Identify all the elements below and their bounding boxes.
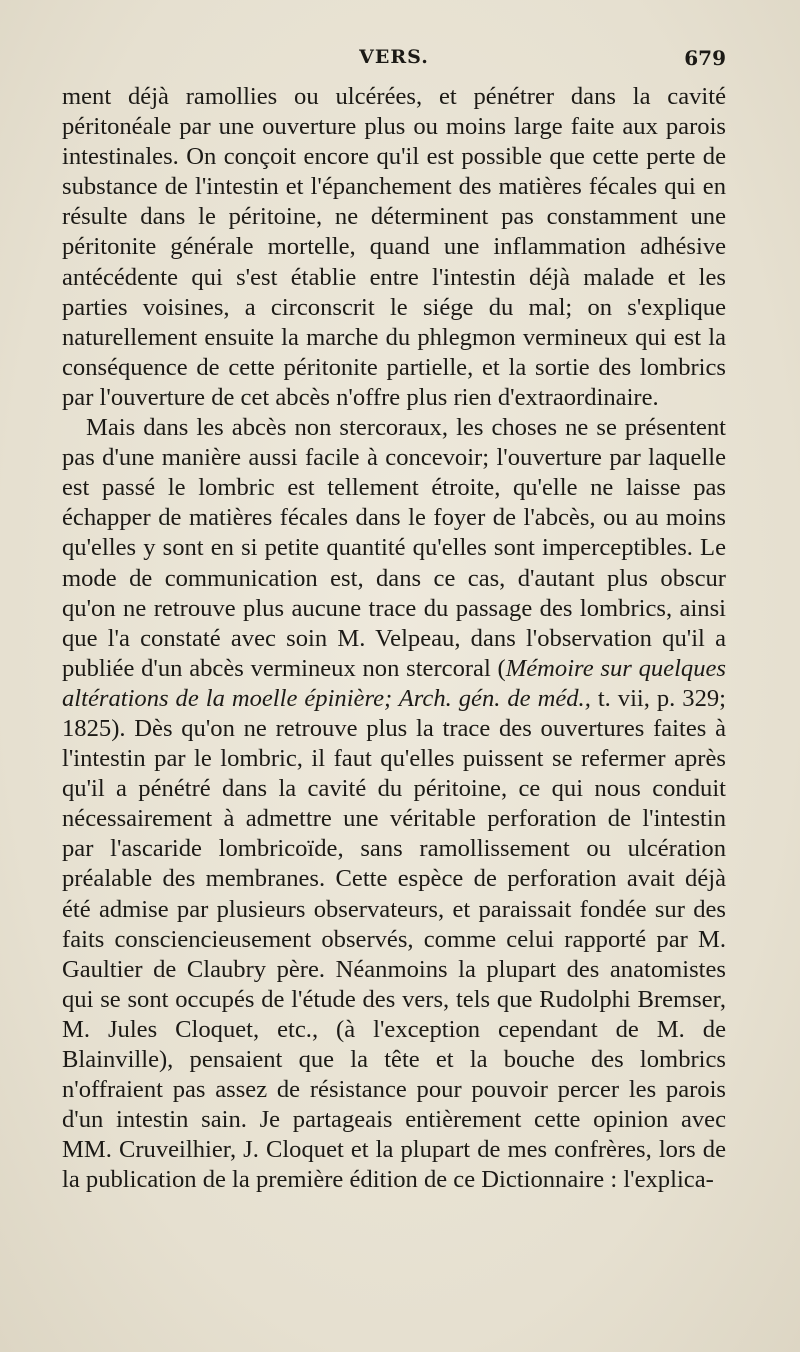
running-head: VERS. [359,46,429,68]
citation-title: Mémoire sur quelques altérations de la moelle épinière; Arch. gén. de méd., [62,654,726,712]
body-text [62,82,726,1195]
paragraph-text: Mais dans les abcès non stercoraux, les choses ne se présentent pas d'une manière aussi facile à concevoir; l'ouverture par laquelle est passé le lombric est tellement étroite, qu'elle ne laisse pas échapper de matières fécales dans le foyer de l'abcès, ou au moins qu'elles y sont en si petite quantité qu'elles sont imperceptibles. Le mode de communication est, dans ce cas, d'autant plus obscur qu'on ne retrouve plus aucune trace du passage des lombrics, ainsi que l'a constaté avec soin M. Velpeau, dans l'observation qu'il a publiée d'un abcès vermineux non stercoral ( [62,414,726,682]
page-header [62,46,726,76]
paragraph [62,413,726,1195]
paragraph: ment déjà ramollies ou ulcérées, et pénétrer dans la cavité péritonéale par une ouverture plus ou moins large faite aux parois intestinales. On conçoit encore qu'il est possible que cette perte de substance de l'intestin et l'épanchement des matières fécales qui en résulte dans le péritoine, ne déterminent pas constamment une péritonite générale mortelle, quand une inflammation adhésive antécédente qui s'est établie entre l'intestin déjà malade et les parties voisines, a circonscrit le siége du mal; on s'explique naturellement ensuite la marche du phlegmon vermineux qui est la conséquence de cette péritonite partielle, et la sortie des lombrics par l'ouverture de cet abcès n'offre plus rien d'extraordinaire. [62,83,726,411]
paragraph-text: t. vii, p. 329; 1825). Dès qu'on ne retrouve plus la trace des ouvertures faites à l'intestin par le lombric, il faut qu'elles puissent se refermer après qu'il a pénétré dans la cavité du péritoine, ce qui nous conduit nécessairement à admettre une véritable perforation de l'intestin par l'ascaride lombricoïde, sans ramollissement ou ulcération préalable des membranes. Cette espèce de perforation avait déjà été admise par plusieurs observateurs, et paraissait fondée sur des faits consciencieusement observés, comme celui rapporté par M. Gaultier de Claubry père. Néanmoins la plupart des anatomistes qui se sont occupés de l'étude des vers, tels que Rudolphi Bremser, M. Jules Cloquet, etc., (à l'exception cependant de M. de Blainville), pensaient que la tête et la bouche des lombrics n'offraient pas assez de résistance pour pouvoir percer les parois d'un intestin sain. Je partageais entièrement cette opinion avec MM. Cruveilhier, J. Cloquet et la plupart de mes confrères, lors de la publication de la première édition de ce Dictionnaire : l'explica- [62,684,726,1194]
page-number: 679 [684,46,726,70]
